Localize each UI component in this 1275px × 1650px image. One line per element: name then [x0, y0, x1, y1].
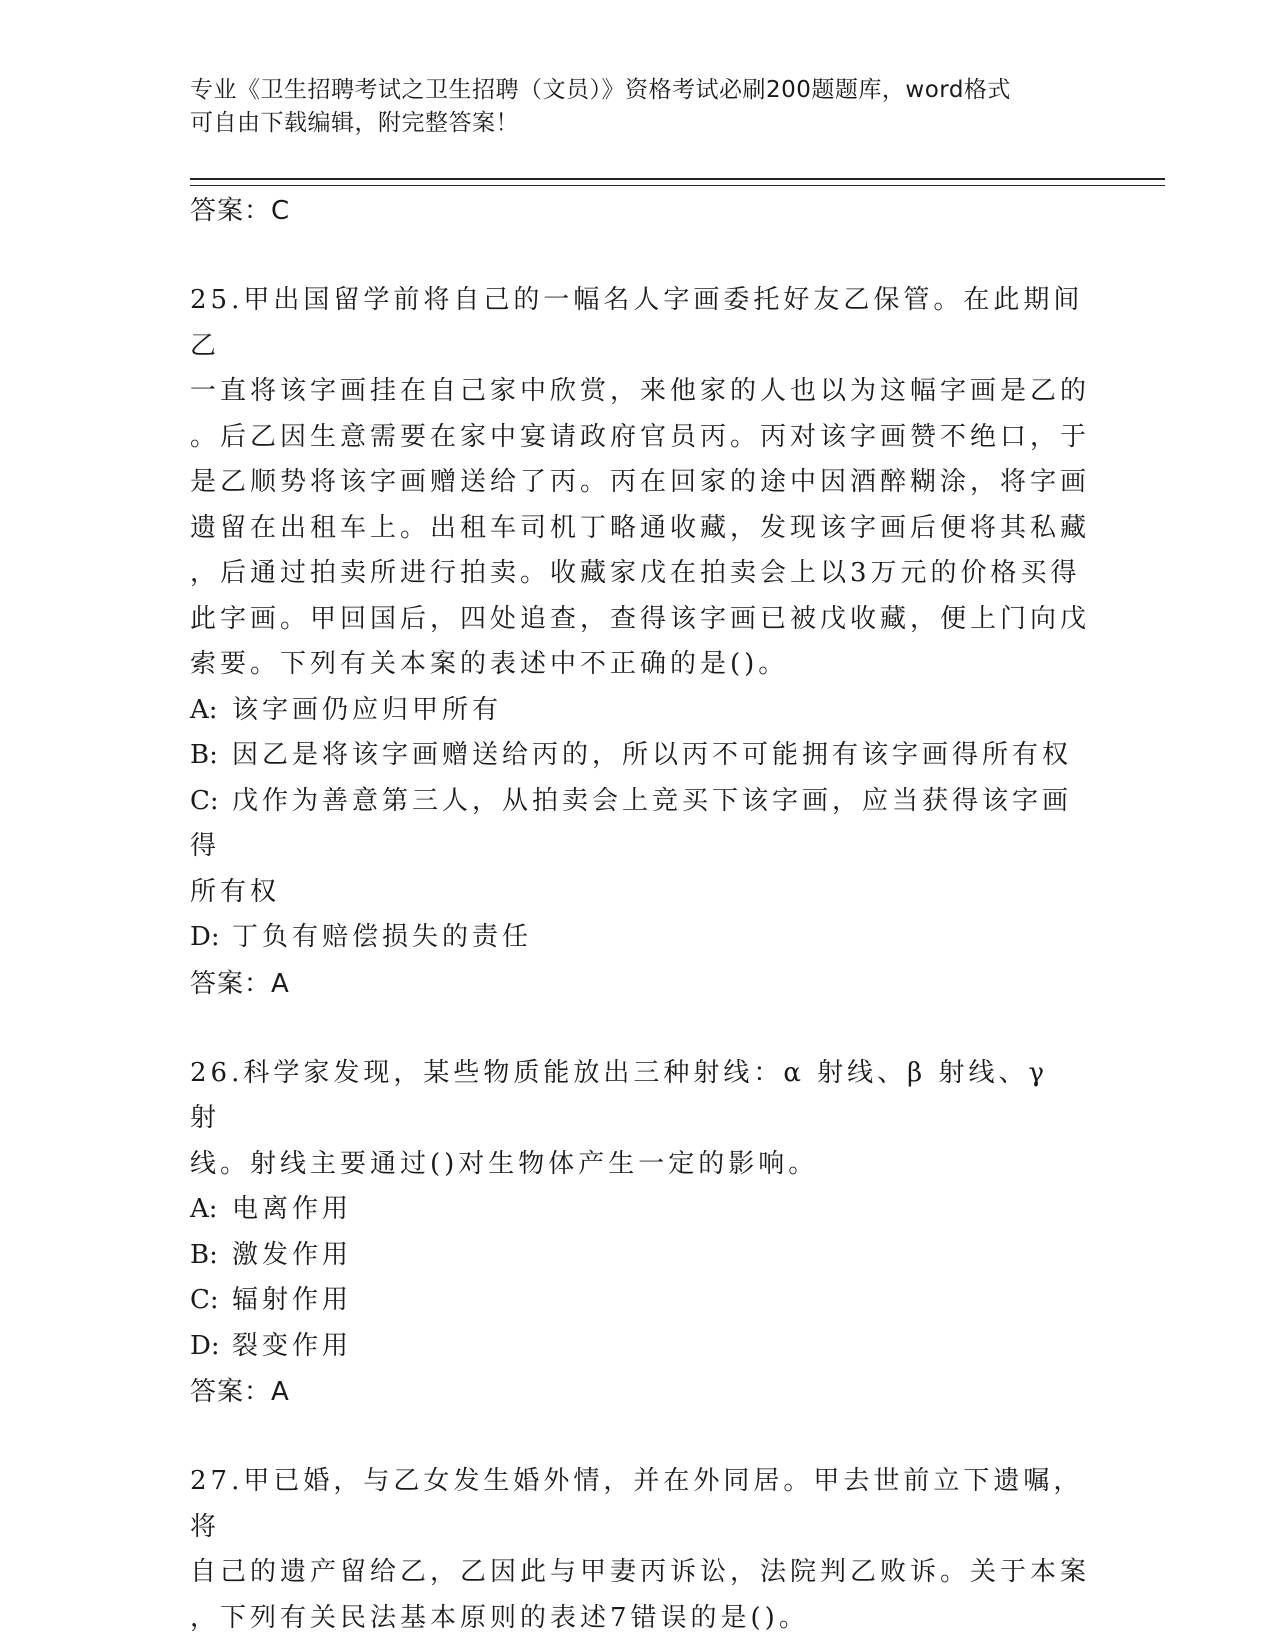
question-line: 26.科学家发现，某些物质能放出三种射线：α 射线、β 射线、γ 射	[190, 1057, 1049, 1133]
question-line: 25.甲出国留学前将自己的一幅名人字画委托好友乙保管。在此期间乙	[190, 285, 1084, 361]
question-line: ，下列有关民法基本原则的表述7错误的是()。	[190, 1602, 809, 1633]
option-c	[190, 1278, 1090, 1324]
spacer	[190, 234, 1090, 278]
question-line: 一直将该字画挂在自己家中欣赏，来他家的人也以为这幅字画是乙的	[190, 376, 1091, 406]
option-text: 电离作用	[232, 1194, 353, 1224]
option-a	[190, 1187, 1090, 1233]
question-26	[190, 1051, 1090, 1416]
option-text: 裂变作用	[232, 1330, 353, 1361]
option-letter: D:	[190, 1330, 220, 1361]
spacer	[190, 1415, 1090, 1459]
question-25	[190, 278, 1090, 1007]
option-letter: B:	[190, 740, 218, 770]
option-text: 因乙是将该字画赠送给丙的，所以丙不可能拥有该字画得所有权	[232, 740, 1073, 770]
option-text: 丁负有赔偿损失的责任	[232, 922, 533, 952]
document-body	[190, 188, 1090, 1641]
option-letter: A:	[190, 1194, 218, 1224]
option-text: 戊作为善意第三人，从拍卖会上竞买下该字画，应当获得该字画得	[190, 785, 1073, 861]
option-b	[190, 1233, 1090, 1279]
question-line: 遗留在出租车上。出租车司机丁略通收藏，发现该字画后便将其私藏	[190, 512, 1091, 543]
option-letter: C:	[190, 785, 219, 816]
question-line: 27.甲已婚，与乙女发生婚外情，并在外同居。甲去世前立下遗嘱，将	[190, 1466, 1084, 1542]
option-text: 激发作用	[232, 1239, 353, 1270]
option-c-continued: 所有权	[190, 876, 281, 907]
question-line: 线。射线主要通过()对生物体产生一定的影响。	[190, 1148, 819, 1179]
question-line: 是乙顺势将该字画赠送给了丙。丙在回家的途中因酒醉糊涂，将字画	[190, 467, 1091, 497]
question-line: 自己的遗产留给乙，乙因此与甲妻丙诉讼，法院判乙败诉。关于本案	[190, 1557, 1091, 1587]
option-letter: C:	[190, 1285, 219, 1315]
answer-previous: 答案：C	[190, 196, 291, 226]
option-a	[190, 688, 1090, 734]
option-b	[190, 733, 1090, 779]
spacer	[190, 1007, 1090, 1051]
header-line-1: 专业《卫生招聘考试之卫生招聘（文员）》资格考试必刷200题题库，word格式	[190, 77, 1011, 103]
option-text: 辐射作用	[232, 1285, 353, 1315]
question-line: 此字画。甲回国后，四处追查，查得该字画已被戊收藏，便上门向戊	[190, 603, 1091, 634]
header-divider	[190, 178, 1165, 186]
option-c	[190, 779, 1090, 870]
question-27	[190, 1459, 1090, 1641]
option-d	[190, 915, 1090, 961]
question-line: 。后乙因生意需要在家中宴请政府官员丙。丙对该字画赞不绝口，于	[190, 421, 1091, 452]
answer-25: 答案：A	[190, 968, 290, 999]
header-line-2: 可自由下载编辑，附完整答案！	[190, 110, 519, 136]
question-line: ，后通过拍卖所进行拍卖。收藏家戊在拍卖会上以3万元的价格买得	[190, 558, 1081, 588]
question-line: 索要。下列有关本案的表述中不正确的是()。	[190, 649, 789, 679]
answer-26: 答案：A	[190, 1377, 290, 1407]
option-letter: A:	[190, 694, 218, 725]
option-text: 该字画仍应归甲所有	[232, 694, 503, 725]
document-header	[190, 74, 1070, 140]
option-letter: B:	[190, 1239, 218, 1270]
option-d	[190, 1324, 1090, 1370]
option-letter: D:	[190, 922, 220, 952]
